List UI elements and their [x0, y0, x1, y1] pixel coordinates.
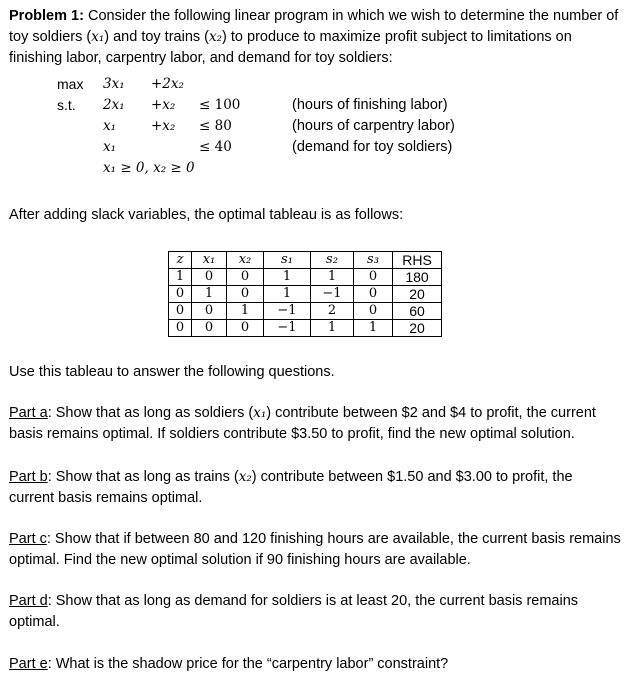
use-text: Use this tableau to answer the following questions. [9, 364, 335, 380]
tableau-cell: 60 [393, 303, 442, 320]
tableau-cell: 1 [354, 320, 393, 337]
part-a [9, 403, 635, 445]
tableau-cell: −1 [311, 286, 354, 303]
tableau-intro: After adding slack variables, the optimal tableau is as follows: [9, 207, 404, 223]
objective-term-2: +2x₂ [151, 76, 184, 92]
tableau-cell: 0 [192, 269, 227, 286]
part-b-label: Part b [9, 469, 48, 485]
tableau-header: s₃ [354, 252, 393, 269]
intro-line-3: finishing labor, carpentry labor, and demand for toy soldiers: [9, 50, 393, 66]
tableau-header: z [169, 252, 192, 269]
tableau-cell: 0 [169, 320, 192, 337]
part-d-text-1: : Show that as long as demand for soldiers is at least 20, the current basis remains [47, 593, 579, 609]
part-b-text-2: current basis remains optimal. [9, 490, 203, 506]
part-a-text-1a: : Show that as long as soldiers ( [47, 405, 254, 421]
part-b-text-1b: ) contribute between $1.50 and $3.00 to profit, the [251, 469, 573, 485]
part-c [9, 529, 635, 571]
problem-intro [9, 6, 635, 69]
intro-line-1: Consider the following linear program in which we wish to determine the number of [87, 8, 619, 24]
constraint-1-term-2: +x₂ [151, 97, 176, 113]
constraint-1-rhs: ≤ 100 [199, 97, 241, 113]
tableau-cell: 0 [354, 303, 393, 320]
part-c-text-2: optimal. Find the new optimal solution if 90 finishing hours are available. [9, 552, 471, 568]
part-b-text-1a: : Show that as long as trains ( [47, 469, 239, 485]
tableau-cell: −1 [264, 303, 311, 320]
part-d [9, 591, 635, 633]
part-c-label: Part c [9, 531, 47, 547]
constraint-3-term-1: x₁ [103, 139, 117, 155]
problem-title: Problem 1: [9, 8, 84, 24]
constraint-row-finishing [9, 97, 635, 117]
tableau-cell: 1 [264, 269, 311, 286]
tableau-cell: 0 [354, 286, 393, 303]
part-e-text-1: : What is the shadow price for the “carpentry labor” constraint? [47, 656, 449, 672]
var-x2: x₂ [238, 469, 252, 485]
intro-line-2c: ) to produce to maximize profit subject to limitations on [222, 29, 572, 45]
linear-program [9, 76, 635, 196]
objective-term-1: 3x₁ [103, 76, 125, 92]
tableau-header-row [169, 252, 442, 269]
tableau-cell: 2 [311, 303, 354, 320]
tableau-cell: 1 [264, 286, 311, 303]
tableau-cell: 0 [169, 286, 192, 303]
tableau-cell: 1 [169, 269, 192, 286]
constraint-3-rhs: ≤ 40 [199, 139, 232, 155]
tableau-header: s₁ [264, 252, 311, 269]
tableau-cell: −1 [264, 320, 311, 337]
constraint-1-note: (hours of finishing labor) [292, 97, 448, 113]
nonnegativity: x₁ ≥ 0, x₂ ≥ 0 [103, 160, 195, 176]
tableau-row [169, 320, 442, 337]
tableau-intro-block [9, 205, 635, 226]
constraint-2-rhs: ≤ 80 [199, 118, 232, 134]
tableau-header: RHS [393, 252, 442, 269]
part-a-label: Part a [9, 405, 48, 421]
part-d-text-2: optimal. [9, 614, 60, 630]
tableau-cell: 180 [393, 269, 442, 286]
part-e-label: Part e [9, 656, 48, 672]
part-a-text-1b: ) contribute between $2 and $4 to profit, the current [266, 405, 596, 421]
tableau-cell: 0 [354, 269, 393, 286]
part-c-text-1: : Show that if between 80 and 120 finishing hours are available, the current basis remains [46, 531, 621, 547]
var-x1: x₁ [253, 405, 267, 421]
tableau-cell: 0 [192, 320, 227, 337]
intro-line-2a: toy soldiers ( [9, 29, 92, 45]
tableau-header: x₂ [227, 252, 264, 269]
var-x1: x₁ [91, 29, 105, 45]
constraint-1-term-1: 2x₁ [103, 97, 125, 113]
tableau-cell: 1 [192, 286, 227, 303]
max-label: max [57, 76, 84, 92]
constraint-row-demand [9, 139, 635, 159]
tableau-row [169, 286, 442, 303]
tableau-cell: 0 [227, 286, 264, 303]
var-x2: x₂ [209, 29, 223, 45]
tableau-header: x₁ [192, 252, 227, 269]
tableau-cell: 1 [311, 320, 354, 337]
objective-row [9, 76, 635, 96]
tableau-cell: 1 [311, 269, 354, 286]
constraint-2-term-1: x₁ [103, 118, 117, 134]
tableau-row [169, 269, 442, 286]
tableau-cell: 0 [169, 303, 192, 320]
use-text-block [9, 362, 635, 383]
constraint-2-term-2: +x₂ [151, 118, 176, 134]
tableau-cell: 1 [227, 303, 264, 320]
tableau-header: s₂ [311, 252, 354, 269]
constraint-3-note: (demand for toy soldiers) [292, 139, 453, 155]
optimal-tableau [168, 251, 442, 337]
constraint-2-note: (hours of carpentry labor) [292, 118, 455, 134]
tableau-row [169, 303, 442, 320]
tableau-cell: 20 [393, 286, 442, 303]
part-e [9, 654, 635, 675]
constraint-row-carpentry [9, 118, 635, 138]
nonnegativity-row [9, 160, 635, 180]
part-a-text-2: basis remains optimal. If soldiers contribute $3.50 to profit, find the new optimal solution. [9, 426, 575, 442]
tableau-cell: 0 [192, 303, 227, 320]
intro-line-2b: ) and toy trains ( [104, 29, 209, 45]
tableau-cell: 20 [393, 320, 442, 337]
tableau-cell: 0 [227, 320, 264, 337]
st-label: s.t. [57, 97, 76, 113]
part-d-label: Part d [9, 593, 48, 609]
part-b [9, 467, 635, 509]
tableau-cell: 0 [227, 269, 264, 286]
